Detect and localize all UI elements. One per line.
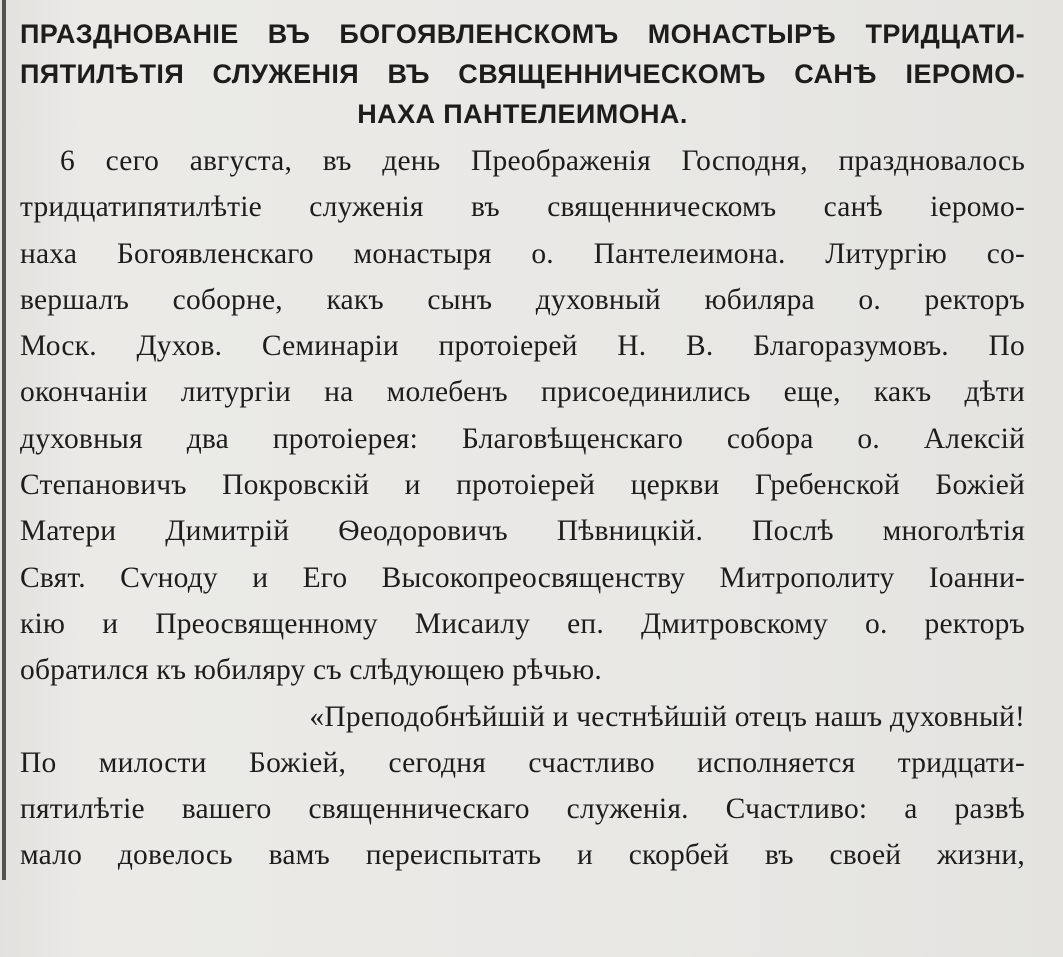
- body-line: обратился къ юбиляру съ слѣдующею рѣчью.: [20, 654, 602, 687]
- body-line: пятилѣтіе вашего священническаго служенія. Счастливо: а развѣ: [20, 793, 1025, 826]
- body-line: «Преподобнѣйшій и честнѣйшій отецъ нашъ духовный!: [309, 700, 1025, 733]
- heading-line: ПРАЗДНОВАНІЕ ВЪ БОГОЯВЛЕНСКОМЪ МОНАСТЫРѢ ТРИДЦАТИ-: [20, 19, 1025, 49]
- body-line: мало довелось вамъ переиспытать и скорбей въ своей жизни,: [20, 839, 1025, 872]
- body-line: Степановичъ Покровскій и протоіерей церкви Гребенской Божіей: [20, 469, 1025, 502]
- column-rule: [2, 0, 6, 880]
- body-line: По милости Божіей, сегодня счастливо исполняется тридцати-: [20, 746, 1025, 779]
- article-body: [20, 138, 1025, 879]
- article-heading: [20, 14, 1025, 134]
- article: [20, 14, 1025, 879]
- body-line: духовныя два протоіерея: Благовѣщенскаго собора о. Алексій: [20, 422, 1025, 455]
- heading-line: НАХА ПАНТЕЛЕИМОНА.: [357, 99, 688, 129]
- body-line: вершалъ соборне, какъ сынъ духовный юбиляра о. ректоръ: [20, 283, 1025, 316]
- body-line: окончаніи литургіи на молебенъ присоединились еще, какъ дѣти: [20, 376, 1025, 409]
- heading-line: ПЯТИЛѢТІЯ СЛУЖЕНІЯ ВЪ СВЯЩЕННИЧЕСКОМЪ САНѢ ІЕРОМО-: [20, 59, 1025, 89]
- body-line: тридцатипятилѣтіе служенія въ священническомъ санѣ іеромо-: [20, 191, 1025, 224]
- body-line: кію и Преосвященному Мисаилу еп. Дмитровскому о. ректоръ: [20, 607, 1025, 640]
- body-line: Свят. Сѵноду и Его Высокопреосвященству Митрополиту Іоанни-: [20, 561, 1025, 594]
- body-line: наха Богоявленскаго монастыря о. Пантелеимона. Литургію со-: [20, 237, 1025, 270]
- body-line: Моск. Духов. Семинаріи протоіерей Н. В. Благоразумовъ. По: [20, 330, 1025, 363]
- body-line: 6 сего августа, въ день Преображенія Господня, праздновалось: [60, 145, 1025, 177]
- body-line: Матери Димитрій Ѳеодоровичъ Пѣвницкій. Послѣ многолѣтія: [20, 515, 1025, 548]
